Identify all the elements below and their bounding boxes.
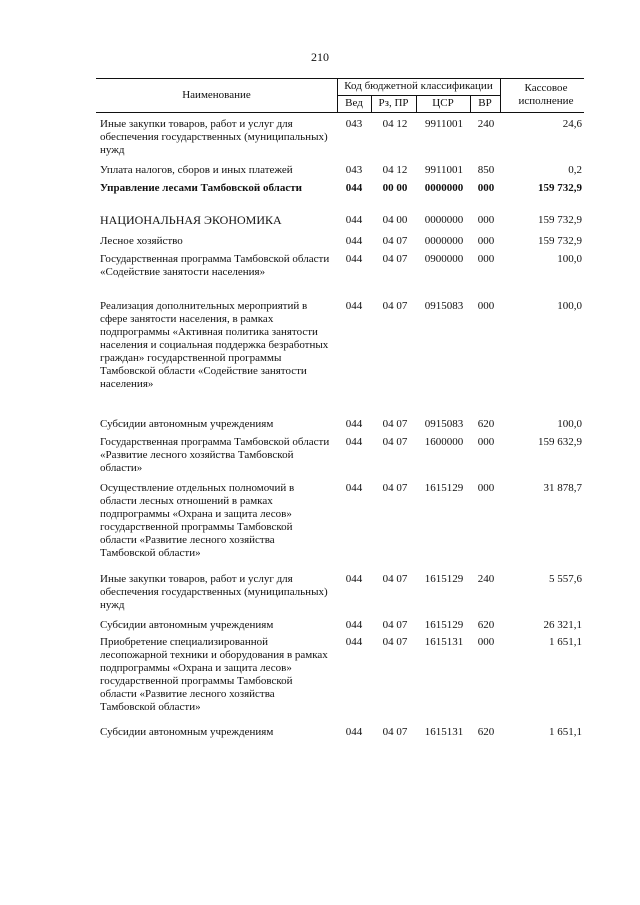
row-rz-pr: 04 07 <box>382 235 408 247</box>
row-vr: 000 <box>477 214 495 226</box>
row-ved: 044 <box>345 253 363 265</box>
row-rz-pr: 04 07 <box>382 436 408 448</box>
row-csr: 0915083 <box>424 418 464 430</box>
row-amount: 0,2 <box>568 164 582 176</box>
row-amount: 159 732,9 <box>538 235 582 247</box>
row-vr: 000 <box>477 482 495 494</box>
row-csr: 1615131 <box>424 636 464 648</box>
row-rz-pr: 04 00 <box>382 214 408 226</box>
header-csr: ЦСР <box>432 97 454 109</box>
row-vr: 000 <box>477 235 495 247</box>
row-amount: 1 651,1 <box>549 726 582 738</box>
row-amount: 159 732,9 <box>538 182 582 194</box>
row-vr: 240 <box>477 118 495 130</box>
row-name: Управление лесами Тамбовской области <box>100 182 302 194</box>
row-csr: 0000000 <box>424 182 464 194</box>
row-csr: 1600000 <box>424 436 464 448</box>
row-name: Уплата налогов, сборов и иных платежей <box>100 164 293 176</box>
row-rz-pr: 04 12 <box>382 164 408 176</box>
row-ved: 043 <box>345 164 363 176</box>
row-vr: 620 <box>477 726 495 738</box>
row-csr: 0000000 <box>424 214 464 226</box>
row-rz-pr: 04 07 <box>382 418 408 430</box>
row-vr: 000 <box>477 300 495 312</box>
header-rz-pr: Рз, ПР <box>378 97 409 109</box>
table-header <box>96 78 584 112</box>
row-name: Субсидии автономным учреждениям <box>100 619 274 631</box>
row-vr: 000 <box>477 253 495 265</box>
row-ved: 044 <box>345 573 363 585</box>
row-rz-pr: 04 07 <box>382 300 408 312</box>
row-vr: 000 <box>477 636 495 648</box>
row-vr: 850 <box>477 164 495 176</box>
row-rz-pr: 04 07 <box>382 573 408 585</box>
row-amount: 100,0 <box>557 300 582 312</box>
row-amount: 26 321,1 <box>543 619 582 631</box>
row-name: Лесное хозяйство <box>100 235 183 247</box>
row-csr: 1615129 <box>424 619 464 631</box>
row-rz-pr: 04 07 <box>382 619 408 631</box>
row-csr: 9911001 <box>424 118 464 130</box>
row-ved: 044 <box>345 214 363 226</box>
row-amount: 100,0 <box>557 253 582 265</box>
row-csr: 0000000 <box>424 235 464 247</box>
row-vr: 620 <box>477 619 495 631</box>
row-amount: 1 651,1 <box>549 636 582 648</box>
header-code-group: Код бюджетной классификации <box>344 80 493 92</box>
row-csr: 9911001 <box>424 164 464 176</box>
row-rz-pr: 04 07 <box>382 482 408 494</box>
header-name: Наименование <box>182 88 251 101</box>
row-rz-pr: 04 07 <box>382 636 408 648</box>
row-name: Приобретение специализированной лесопожарной техники и оборудования в рамках подпрограммы «Охрана и защита лесов» государственной программы Тамбовской области «Развитие лесного хозяйства Тамбовской области» <box>100 636 328 713</box>
header-vr: ВР <box>478 97 492 109</box>
header-divider <box>500 78 501 112</box>
row-vr: 000 <box>477 436 495 448</box>
row-amount: 31 878,7 <box>543 482 582 494</box>
row-ved: 044 <box>345 482 363 494</box>
row-ved: 044 <box>345 726 363 738</box>
row-ved: 044 <box>345 636 363 648</box>
header-bottom-border <box>96 112 584 113</box>
row-amount: 159 632,9 <box>538 436 582 448</box>
row-name: Реализация дополнительных мероприятий в сфере занятости населения, в рамках подпрограммы «Активная политика занятости населения и социальная поддержка безработных граждан» государственной программы Тамбовской области «Содействие занятости населения» <box>100 300 329 390</box>
row-amount: 24,6 <box>562 118 582 130</box>
row-name: Государственная программа Тамбовской области «Развитие лесного хозяйства Тамбовской области» <box>100 436 330 474</box>
row-ved: 044 <box>345 418 363 430</box>
row-amount: 100,0 <box>557 418 582 430</box>
row-amount: 159 732,9 <box>538 214 582 226</box>
row-rz-pr: 00 00 <box>382 182 408 194</box>
page-number: 210 <box>311 50 329 64</box>
row-csr: 1615129 <box>424 573 464 585</box>
row-rz-pr: 04 12 <box>382 118 408 130</box>
row-ved: 043 <box>345 118 363 130</box>
row-ved: 044 <box>345 436 363 448</box>
header-amount: Кассовое исполнение <box>518 82 574 107</box>
row-name: Осуществление отдельных полномочий в области лесных отношений в рамках подпрограммы «Охрана и защита лесов» государственной программы Тамбовской области «Развитие лесного хозяйства Тамбовской области» <box>100 482 295 559</box>
row-csr: 1615131 <box>424 726 464 738</box>
row-name: Иные закупки товаров, работ и услуг для обеспечения государственных (муниципальных) нужд <box>100 573 328 611</box>
row-vr: 000 <box>477 182 495 194</box>
row-vr: 240 <box>477 573 495 585</box>
header-ved: Вед <box>345 97 363 109</box>
row-ved: 044 <box>345 235 363 247</box>
row-name: НАЦИОНАЛЬНАЯ ЭКОНОМИКА <box>100 213 282 227</box>
row-ved: 044 <box>345 182 363 194</box>
row-ved: 044 <box>345 300 363 312</box>
row-name: Субсидии автономным учреждениям <box>100 418 274 430</box>
row-name: Иные закупки товаров, работ и услуг для обеспечения государственных (муниципальных) нужд <box>100 118 328 156</box>
row-vr: 620 <box>477 418 495 430</box>
row-rz-pr: 04 07 <box>382 726 408 738</box>
row-csr: 0915083 <box>424 300 464 312</box>
row-csr: 0900000 <box>424 253 464 265</box>
row-ved: 044 <box>345 619 363 631</box>
row-csr: 1615129 <box>424 482 464 494</box>
row-name: Государственная программа Тамбовской области «Содействие занятости населения» <box>100 253 330 278</box>
row-name: Субсидии автономным учреждениям <box>100 726 274 738</box>
row-amount: 5 557,6 <box>549 573 582 585</box>
row-rz-pr: 04 07 <box>382 253 408 265</box>
